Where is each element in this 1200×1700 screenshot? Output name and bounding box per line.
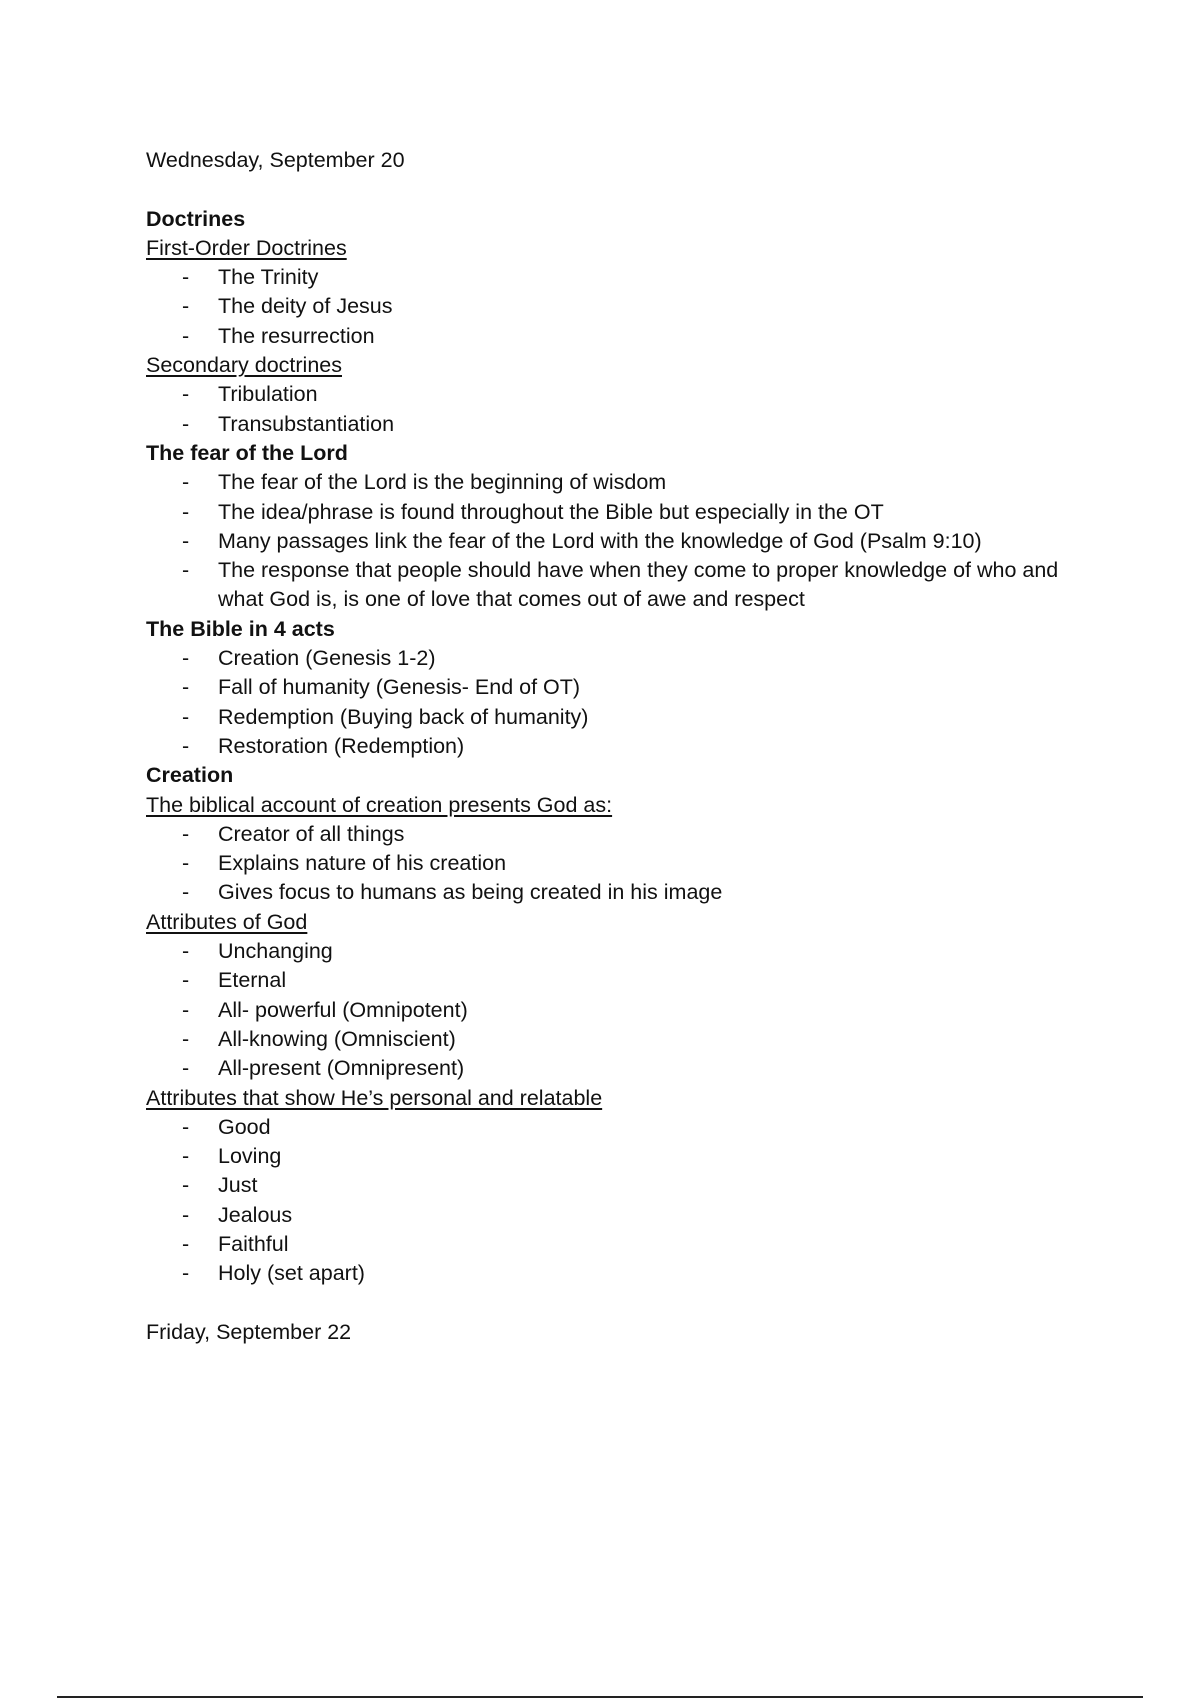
date-heading-wednesday: Wednesday, September 20 <box>146 148 405 172</box>
list-item <box>146 820 1106 849</box>
list-item <box>146 527 1106 556</box>
list-item-text: Redemption (Buying back of humanity) <box>218 704 589 729</box>
list-item-text: Gives focus to humans as being created in his image <box>218 880 723 905</box>
dash-bullet: - <box>182 1173 190 1198</box>
list-first-order-doctrines <box>146 263 1106 351</box>
heading-creation: Creation <box>146 763 234 788</box>
list-item <box>146 1171 1106 1200</box>
subheading-first-order-doctrines: First-Order Doctrines <box>146 235 347 260</box>
list-item-text: Transubstantiation <box>218 411 395 436</box>
list-item <box>146 468 1106 497</box>
list-item-text: Holy (set apart) <box>218 1261 365 1286</box>
list-item-text: Faithful <box>218 1231 289 1256</box>
dash-bullet: - <box>182 939 190 964</box>
list-item <box>146 1230 1106 1259</box>
list-item-text: The fear of the Lord is the beginning of wisdom <box>218 470 667 495</box>
list-personal-attributes <box>146 1113 1106 1289</box>
dash-bullet: - <box>182 1202 190 1227</box>
list-item <box>146 1025 1106 1054</box>
list-item-text: Explains nature of his creation <box>218 851 507 876</box>
list-secondary-doctrines <box>146 380 1106 439</box>
list-item <box>146 703 1106 732</box>
dash-bullet: - <box>182 382 190 407</box>
list-item-text: Many passages link the fear of the Lord with the knowledge of God (Psalm 9:10) <box>218 528 982 553</box>
list-item <box>146 1259 1106 1288</box>
dash-bullet: - <box>182 821 190 846</box>
list-item <box>146 1113 1106 1142</box>
list-attributes-of-god <box>146 937 1106 1083</box>
list-item-text: All- powerful (Omnipotent) <box>218 997 468 1022</box>
heading-fear-of-the-lord: The fear of the Lord <box>146 440 348 465</box>
subheading-secondary-doctrines: Secondary doctrines <box>146 353 342 378</box>
list-item <box>146 380 1106 409</box>
dash-bullet: - <box>182 1114 190 1139</box>
blank-line <box>146 1289 1106 1318</box>
list-item-text: The deity of Jesus <box>218 294 393 319</box>
subheading-attributes-of-god: Attributes of God <box>146 909 308 934</box>
list-bible-acts <box>146 644 1106 761</box>
list-item <box>146 292 1106 321</box>
blank-line <box>146 175 1106 204</box>
list-item <box>146 410 1106 439</box>
list-item <box>146 322 1106 351</box>
dash-bullet: - <box>182 880 190 905</box>
list-item-text: Good <box>218 1114 271 1139</box>
dash-bullet: - <box>182 1261 190 1286</box>
list-fear-of-the-lord <box>146 468 1106 614</box>
dash-bullet: - <box>182 704 190 729</box>
list-item <box>146 1201 1106 1230</box>
list-item-text: All-knowing (Omniscient) <box>218 1026 456 1051</box>
dash-bullet: - <box>182 499 190 524</box>
list-item <box>146 996 1106 1025</box>
list-item <box>146 498 1106 527</box>
subheading-biblical-account: The biblical account of creation presents God as: <box>146 792 613 817</box>
list-item-text: Loving <box>218 1144 282 1169</box>
dash-bullet: - <box>182 675 190 700</box>
page-bottom-rule <box>57 1696 1143 1698</box>
list-item <box>146 556 1106 615</box>
list-item <box>146 937 1106 966</box>
list-item <box>146 849 1106 878</box>
dash-bullet: - <box>182 294 190 319</box>
dash-bullet: - <box>182 997 190 1022</box>
list-item-text: Restoration (Redemption) <box>218 733 465 758</box>
list-item-text: The Trinity <box>218 265 319 290</box>
list-item <box>146 1054 1106 1083</box>
list-item-text: Fall of humanity (Genesis- End of OT) <box>218 675 581 700</box>
list-item <box>146 644 1106 673</box>
subheading-personal-attributes: Attributes that show He’s personal and relatable <box>146 1085 603 1110</box>
dash-bullet: - <box>182 323 190 348</box>
list-item-text: The response that people should have when they come to proper knowledge of who and what God is, is one of love that comes out of awe and respect <box>218 558 1059 612</box>
list-item <box>146 966 1106 995</box>
list-item <box>146 732 1106 761</box>
dash-bullet: - <box>182 558 190 583</box>
dash-bullet: - <box>182 470 190 495</box>
dash-bullet: - <box>182 851 190 876</box>
list-item-text: Just <box>218 1173 258 1198</box>
heading-bible-in-4-acts: The Bible in 4 acts <box>146 616 335 641</box>
dash-bullet: - <box>182 411 190 436</box>
dash-bullet: - <box>182 733 190 758</box>
list-item-text: All-present (Omnipresent) <box>218 1056 465 1081</box>
list-item-text: Tribulation <box>218 382 318 407</box>
dash-bullet: - <box>182 968 190 993</box>
dash-bullet: - <box>182 1056 190 1081</box>
notes-content <box>146 146 1106 1347</box>
list-item <box>146 263 1106 292</box>
dash-bullet: - <box>182 528 190 553</box>
dash-bullet: - <box>182 646 190 671</box>
dash-bullet: - <box>182 1026 190 1051</box>
list-item-text: The resurrection <box>218 323 375 348</box>
dash-bullet: - <box>182 1144 190 1169</box>
list-item-text: The idea/phrase is found throughout the Bible but especially in the OT <box>218 499 884 524</box>
list-item <box>146 673 1106 702</box>
heading-doctrines: Doctrines <box>146 206 246 231</box>
list-item-text: Creation (Genesis 1-2) <box>218 646 436 671</box>
list-item-text: Eternal <box>218 968 287 993</box>
list-item-text: Unchanging <box>218 939 333 964</box>
date-heading-friday: Friday, September 22 <box>146 1319 352 1344</box>
list-biblical-account <box>146 820 1106 908</box>
dash-bullet: - <box>182 265 190 290</box>
list-item <box>146 878 1106 907</box>
list-item-text: Jealous <box>218 1202 293 1227</box>
list-item-text: Creator of all things <box>218 821 405 846</box>
list-item <box>146 1142 1106 1171</box>
dash-bullet: - <box>182 1231 190 1256</box>
